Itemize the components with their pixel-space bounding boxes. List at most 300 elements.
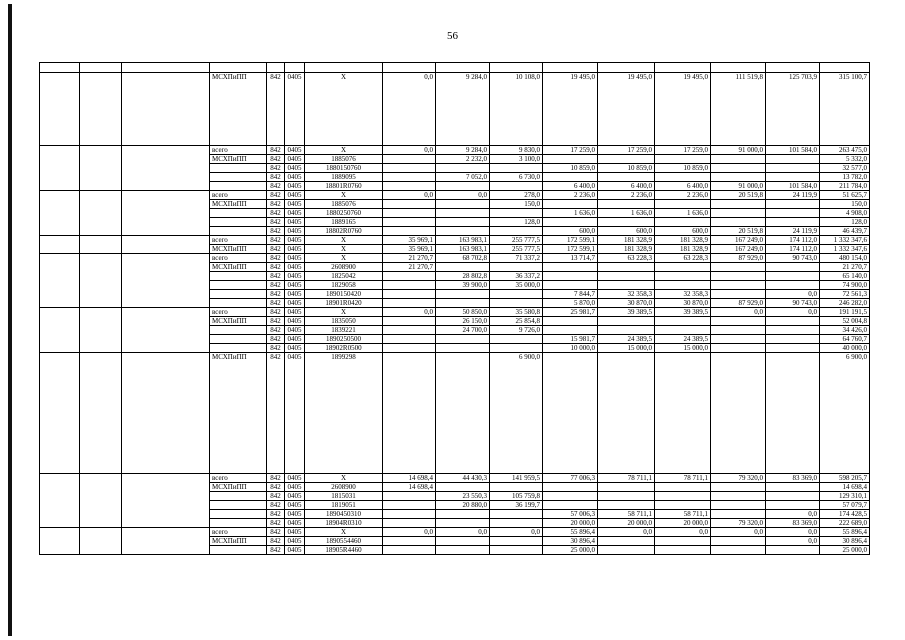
cell-col-15: 24 119,9 <box>766 227 820 236</box>
cell-col-12 <box>598 173 655 182</box>
cell-col-5: 842 <box>267 236 285 245</box>
cell-col-8 <box>383 501 436 510</box>
cell-col-6: 0405 <box>285 155 305 164</box>
cell-col-9 <box>436 546 490 555</box>
cell-col-14: 79 320,0 <box>711 474 766 483</box>
column-number-4 <box>210 63 267 73</box>
item-type <box>80 474 122 528</box>
column-number-6 <box>285 63 305 73</box>
cell-col-5: 842 <box>267 308 285 317</box>
cell-col-4: МСХПиПП <box>210 317 267 326</box>
cell-col-10 <box>490 263 543 272</box>
cell-col-12 <box>598 546 655 555</box>
column-number-15 <box>766 63 820 73</box>
item-type <box>80 73 122 146</box>
cell-col-4: МСХПиПП <box>210 73 267 146</box>
cell-col-6: 0405 <box>285 73 305 146</box>
cell-col-10: 35 000,0 <box>490 281 543 290</box>
column-number-11 <box>543 63 598 73</box>
cell-col-12: 58 711,1 <box>598 510 655 519</box>
cell-col-12: 20 000,0 <box>598 519 655 528</box>
cell-col-6: 0405 <box>285 200 305 209</box>
cell-col-13 <box>655 492 711 501</box>
cell-col-11 <box>543 263 598 272</box>
cell-col-4: МСХПиПП <box>210 245 267 254</box>
cell-col-5: 842 <box>267 263 285 272</box>
item-number <box>40 528 80 555</box>
cell-col-4: всего <box>210 528 267 537</box>
cell-col-7: 1889165 <box>305 218 383 227</box>
cell-col-6: 0405 <box>285 483 305 492</box>
cell-col-10: 141 959,5 <box>490 474 543 483</box>
cell-col-15 <box>766 483 820 492</box>
cell-col-8: 35 969,1 <box>383 236 436 245</box>
cell-col-12 <box>598 263 655 272</box>
cell-col-15: 174 112,0 <box>766 236 820 245</box>
cell-col-9 <box>436 182 490 191</box>
cell-col-14 <box>711 317 766 326</box>
cell-col-9 <box>436 218 490 227</box>
cell-col-7: 1885076 <box>305 155 383 164</box>
cell-col-5: 842 <box>267 200 285 209</box>
cell-col-14 <box>711 164 766 173</box>
cell-col-10: 9 726,0 <box>490 326 543 335</box>
cell-col-14 <box>711 501 766 510</box>
cell-col-10: 278,0 <box>490 191 543 200</box>
cell-col-13 <box>655 501 711 510</box>
cell-col-9: 44 430,3 <box>436 474 490 483</box>
cell-col-5: 842 <box>267 353 285 474</box>
cell-col-8: 21 270,7 <box>383 254 436 263</box>
cell-col-13 <box>655 546 711 555</box>
cell-col-8 <box>383 281 436 290</box>
cell-col-10 <box>490 510 543 519</box>
cell-col-5: 842 <box>267 146 285 155</box>
cell-col-16: 46 439,7 <box>820 227 870 236</box>
cell-col-8 <box>383 227 436 236</box>
cell-col-7: 1880150760 <box>305 164 383 173</box>
cell-col-7: 18905R4460 <box>305 546 383 555</box>
cell-col-10 <box>490 546 543 555</box>
cell-col-11: 5 870,0 <box>543 299 598 308</box>
cell-col-5: 842 <box>267 546 285 555</box>
cell-col-8: 0,0 <box>383 528 436 537</box>
cell-col-8: 14 698,4 <box>383 483 436 492</box>
cell-col-13 <box>655 537 711 546</box>
cell-col-15: 83 369,0 <box>766 474 820 483</box>
cell-col-13: 19 495,0 <box>655 73 711 146</box>
cell-col-10: 6 900,0 <box>490 353 543 474</box>
cell-col-10 <box>490 299 543 308</box>
cell-col-13 <box>655 281 711 290</box>
item-type <box>80 191 122 236</box>
table-row <box>40 353 870 474</box>
cell-col-10: 25 854,8 <box>490 317 543 326</box>
cell-col-14 <box>711 353 766 474</box>
cell-col-16: 65 140,0 <box>820 272 870 281</box>
cell-col-12: 30 870,0 <box>598 299 655 308</box>
cell-col-5: 842 <box>267 254 285 263</box>
cell-col-4 <box>210 173 267 182</box>
cell-col-16: 1 332 347,6 <box>820 245 870 254</box>
cell-col-7: 2608900 <box>305 483 383 492</box>
cell-col-8: 0,0 <box>383 146 436 155</box>
cell-col-16: 51 625,7 <box>820 191 870 200</box>
cell-col-12 <box>598 492 655 501</box>
cell-col-6: 0405 <box>285 537 305 546</box>
cell-col-7: 18904R0310 <box>305 519 383 528</box>
cell-col-14 <box>711 173 766 182</box>
cell-col-6: 0405 <box>285 209 305 218</box>
cell-col-5: 842 <box>267 218 285 227</box>
cell-col-12: 63 228,3 <box>598 254 655 263</box>
cell-col-6: 0405 <box>285 281 305 290</box>
cell-col-10: 255 777,5 <box>490 236 543 245</box>
cell-col-11: 20 000,0 <box>543 519 598 528</box>
cell-col-10: 0,0 <box>490 528 543 537</box>
cell-col-5: 842 <box>267 245 285 254</box>
cell-col-16: 21 270,7 <box>820 263 870 272</box>
cell-col-11 <box>543 483 598 492</box>
cell-col-6: 0405 <box>285 218 305 227</box>
cell-col-7: 1890450310 <box>305 510 383 519</box>
cell-col-8 <box>383 164 436 173</box>
cell-col-15 <box>766 272 820 281</box>
cell-col-12 <box>598 326 655 335</box>
cell-col-16: 1 332 347,6 <box>820 236 870 245</box>
header-row <box>40 63 870 73</box>
cell-col-11: 17 259,0 <box>543 146 598 155</box>
column-number-1 <box>40 63 80 73</box>
cell-col-4 <box>210 281 267 290</box>
table-row <box>40 236 870 245</box>
column-number-12 <box>598 63 655 73</box>
cell-col-13: 39 389,5 <box>655 308 711 317</box>
cell-col-16: 315 100,7 <box>820 73 870 146</box>
cell-col-9: 9 284,0 <box>436 146 490 155</box>
cell-col-13: 181 328,9 <box>655 236 711 245</box>
cell-col-9: 20 880,0 <box>436 501 490 510</box>
cell-col-5: 842 <box>267 474 285 483</box>
cell-col-15 <box>766 326 820 335</box>
column-number-2 <box>80 63 122 73</box>
cell-col-11: 2 236,0 <box>543 191 598 200</box>
cell-col-7: 1899298 <box>305 353 383 474</box>
cell-col-14: 79 320,0 <box>711 519 766 528</box>
cell-col-4 <box>210 344 267 353</box>
cell-col-6: 0405 <box>285 290 305 299</box>
cell-col-7: 1829058 <box>305 281 383 290</box>
cell-col-4: всего <box>210 254 267 263</box>
column-number-13 <box>655 63 711 73</box>
cell-col-15: 101 584,0 <box>766 182 820 191</box>
cell-col-10 <box>490 344 543 353</box>
item-name <box>122 191 210 236</box>
cell-col-8: 0,0 <box>383 191 436 200</box>
cell-col-14: 87 929,0 <box>711 254 766 263</box>
item-number <box>40 353 80 474</box>
cell-col-8: 35 969,1 <box>383 245 436 254</box>
cell-col-12: 15 000,0 <box>598 344 655 353</box>
cell-col-13: 1 636,0 <box>655 209 711 218</box>
cell-col-7: X <box>305 73 383 146</box>
cell-col-12: 32 358,3 <box>598 290 655 299</box>
cell-col-9 <box>436 227 490 236</box>
cell-col-11: 172 599,1 <box>543 236 598 245</box>
cell-col-9: 28 802,8 <box>436 272 490 281</box>
cell-col-9 <box>436 537 490 546</box>
cell-col-11: 172 599,1 <box>543 245 598 254</box>
cell-col-14: 0,0 <box>711 308 766 317</box>
cell-col-10 <box>490 537 543 546</box>
cell-col-16: 150,0 <box>820 200 870 209</box>
cell-col-6: 0405 <box>285 245 305 254</box>
cell-col-4 <box>210 501 267 510</box>
cell-col-16: 174 428,5 <box>820 510 870 519</box>
cell-col-16: 598 205,7 <box>820 474 870 483</box>
cell-col-16: 129 310,1 <box>820 492 870 501</box>
cell-col-10 <box>490 227 543 236</box>
cell-col-15: 101 584,0 <box>766 146 820 155</box>
cell-col-13: 20 000,0 <box>655 519 711 528</box>
cell-col-4 <box>210 510 267 519</box>
item-number <box>40 236 80 254</box>
item-number <box>40 308 80 353</box>
cell-col-9: 50 850,0 <box>436 308 490 317</box>
item-number <box>40 73 80 146</box>
cell-col-14 <box>711 335 766 344</box>
cell-col-7: 18802R0760 <box>305 227 383 236</box>
cell-col-9: 9 284,0 <box>436 73 490 146</box>
cell-col-13: 58 711,1 <box>655 510 711 519</box>
cell-col-16: 222 689,0 <box>820 519 870 528</box>
cell-col-6: 0405 <box>285 191 305 200</box>
cell-col-6: 0405 <box>285 164 305 173</box>
cell-col-6: 0405 <box>285 528 305 537</box>
cell-col-4: МСХПиПП <box>210 155 267 164</box>
cell-col-16: 72 561,3 <box>820 290 870 299</box>
cell-col-10: 150,0 <box>490 200 543 209</box>
cell-col-10: 255 777,5 <box>490 245 543 254</box>
cell-col-15 <box>766 492 820 501</box>
column-number-9 <box>436 63 490 73</box>
cell-col-15 <box>766 173 820 182</box>
cell-col-11 <box>543 353 598 474</box>
cell-col-8 <box>383 335 436 344</box>
cell-col-16: 191 191,5 <box>820 308 870 317</box>
cell-col-7: X <box>305 236 383 245</box>
cell-col-6: 0405 <box>285 335 305 344</box>
cell-col-7: 1885076 <box>305 200 383 209</box>
cell-col-4 <box>210 299 267 308</box>
cell-col-10: 128,0 <box>490 218 543 227</box>
cell-col-15 <box>766 263 820 272</box>
cell-col-16: 74 900,0 <box>820 281 870 290</box>
cell-col-14 <box>711 218 766 227</box>
cell-col-13: 2 236,0 <box>655 191 711 200</box>
cell-col-9: 0,0 <box>436 191 490 200</box>
cell-col-8 <box>383 326 436 335</box>
cell-col-4 <box>210 326 267 335</box>
cell-col-8 <box>383 200 436 209</box>
cell-col-10 <box>490 209 543 218</box>
cell-col-14: 167 249,0 <box>711 236 766 245</box>
cell-col-6: 0405 <box>285 344 305 353</box>
cell-col-8 <box>383 182 436 191</box>
cell-col-15: 90 743,0 <box>766 299 820 308</box>
cell-col-9 <box>436 483 490 492</box>
cell-col-9 <box>436 200 490 209</box>
cell-col-5: 842 <box>267 537 285 546</box>
column-number-5 <box>267 63 285 73</box>
cell-col-8 <box>383 344 436 353</box>
cell-col-15: 174 112,0 <box>766 245 820 254</box>
column-number-16 <box>820 63 870 73</box>
cell-col-9 <box>436 209 490 218</box>
cell-col-5: 842 <box>267 528 285 537</box>
cell-col-14 <box>711 546 766 555</box>
cell-col-4: МСХПиПП <box>210 200 267 209</box>
cell-col-10 <box>490 182 543 191</box>
cell-col-9 <box>436 353 490 474</box>
cell-col-15 <box>766 209 820 218</box>
cell-col-8 <box>383 272 436 281</box>
cell-col-12 <box>598 200 655 209</box>
cell-col-11: 6 400,0 <box>543 182 598 191</box>
cell-col-11 <box>543 218 598 227</box>
cell-col-5: 842 <box>267 483 285 492</box>
cell-col-11 <box>543 326 598 335</box>
cell-col-13 <box>655 317 711 326</box>
cell-col-12: 600,0 <box>598 227 655 236</box>
cell-col-4 <box>210 492 267 501</box>
cell-col-11 <box>543 501 598 510</box>
cell-col-16: 5 332,0 <box>820 155 870 164</box>
cell-col-15: 0,0 <box>766 510 820 519</box>
cell-col-6: 0405 <box>285 146 305 155</box>
cell-col-14: 20 519,8 <box>711 227 766 236</box>
column-number-14 <box>711 63 766 73</box>
cell-col-7: 1835050 <box>305 317 383 326</box>
cell-col-6: 0405 <box>285 272 305 281</box>
item-name <box>122 254 210 308</box>
cell-col-8 <box>383 546 436 555</box>
column-number-3 <box>122 63 210 73</box>
cell-col-10: 71 337,2 <box>490 254 543 263</box>
cell-col-12 <box>598 272 655 281</box>
cell-col-16: 64 760,7 <box>820 335 870 344</box>
cell-col-11: 19 495,0 <box>543 73 598 146</box>
cell-col-7: 2608900 <box>305 263 383 272</box>
cell-col-13: 600,0 <box>655 227 711 236</box>
cell-col-11: 1 636,0 <box>543 209 598 218</box>
cell-col-5: 842 <box>267 281 285 290</box>
cell-col-9 <box>436 164 490 173</box>
item-number <box>40 474 80 528</box>
cell-col-10 <box>490 519 543 528</box>
cell-col-12: 24 389,5 <box>598 335 655 344</box>
cell-col-16: 4 908,0 <box>820 209 870 218</box>
cell-col-9 <box>436 263 490 272</box>
cell-col-13 <box>655 155 711 164</box>
cell-col-4: МСХПиПП <box>210 263 267 272</box>
table-row <box>40 308 870 317</box>
cell-col-15 <box>766 200 820 209</box>
cell-col-8 <box>383 492 436 501</box>
cell-col-16: 57 079,7 <box>820 501 870 510</box>
cell-col-5: 842 <box>267 326 285 335</box>
cell-col-9 <box>436 510 490 519</box>
cell-col-4 <box>210 519 267 528</box>
cell-col-6: 0405 <box>285 546 305 555</box>
cell-col-11 <box>543 200 598 209</box>
cell-col-14: 167 249,0 <box>711 245 766 254</box>
cell-col-16: 480 154,0 <box>820 254 870 263</box>
cell-col-4 <box>210 182 267 191</box>
cell-col-8: 0,0 <box>383 73 436 146</box>
cell-col-15: 125 703,9 <box>766 73 820 146</box>
cell-col-15 <box>766 335 820 344</box>
column-number-8 <box>383 63 436 73</box>
cell-col-13 <box>655 200 711 209</box>
cell-col-10 <box>490 335 543 344</box>
cell-col-5: 842 <box>267 164 285 173</box>
cell-col-4 <box>210 546 267 555</box>
cell-col-4 <box>210 272 267 281</box>
cell-col-12: 10 859,0 <box>598 164 655 173</box>
cell-col-7: X <box>305 191 383 200</box>
cell-col-4: МСХПиПП <box>210 483 267 492</box>
cell-col-10: 36 199,7 <box>490 501 543 510</box>
cell-col-16: 32 577,0 <box>820 164 870 173</box>
cell-col-13: 30 870,0 <box>655 299 711 308</box>
cell-col-5: 842 <box>267 335 285 344</box>
cell-col-12 <box>598 281 655 290</box>
cell-col-13 <box>655 326 711 335</box>
cell-col-11: 55 896,4 <box>543 528 598 537</box>
cell-col-6: 0405 <box>285 492 305 501</box>
cell-col-11 <box>543 155 598 164</box>
cell-col-7: X <box>305 254 383 263</box>
cell-col-5: 842 <box>267 317 285 326</box>
cell-col-10: 3 100,0 <box>490 155 543 164</box>
table-row <box>40 528 870 537</box>
cell-col-14 <box>711 344 766 353</box>
cell-col-4: всего <box>210 146 267 155</box>
cell-col-4 <box>210 335 267 344</box>
cell-col-12: 78 711,1 <box>598 474 655 483</box>
cell-col-15: 0,0 <box>766 537 820 546</box>
cell-col-14: 111 519,8 <box>711 73 766 146</box>
cell-col-16: 52 004,8 <box>820 317 870 326</box>
cell-col-12: 0,0 <box>598 528 655 537</box>
cell-col-4: всего <box>210 191 267 200</box>
cell-col-16: 34 426,0 <box>820 326 870 335</box>
cell-col-9: 68 702,8 <box>436 254 490 263</box>
cell-col-13: 63 228,3 <box>655 254 711 263</box>
cell-col-7: 1889095 <box>305 173 383 182</box>
cell-col-15 <box>766 281 820 290</box>
cell-col-14: 0,0 <box>711 528 766 537</box>
cell-col-12 <box>598 317 655 326</box>
cell-col-11 <box>543 173 598 182</box>
cell-col-13: 6 400,0 <box>655 182 711 191</box>
cell-col-8 <box>383 218 436 227</box>
cell-col-7: 18902R0500 <box>305 344 383 353</box>
cell-col-10: 105 759,8 <box>490 492 543 501</box>
cell-col-4 <box>210 290 267 299</box>
cell-col-5: 842 <box>267 272 285 281</box>
